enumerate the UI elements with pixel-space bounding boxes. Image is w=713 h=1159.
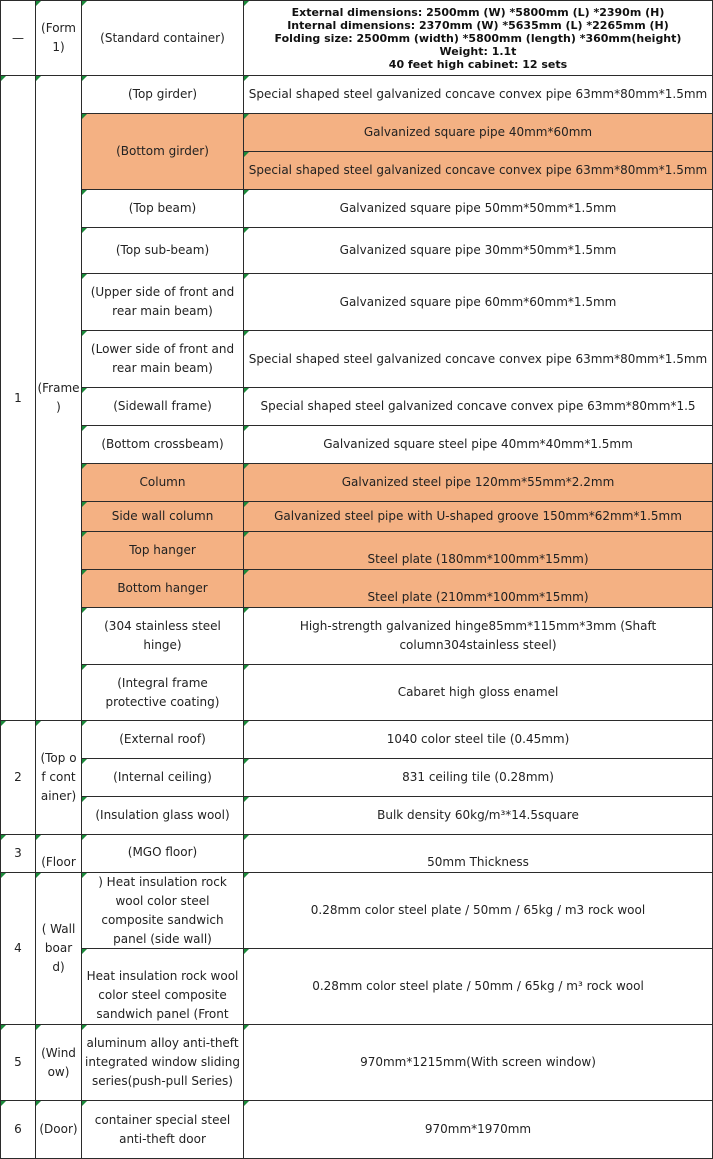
part-protective-coating: (Integral frame protective coating) (82, 665, 244, 721)
spec-top-sub-beam: Galvanized square pipe 30mm*50mm*1.5mm (244, 228, 713, 274)
part-top-sub-beam: (Top sub-beam) (82, 228, 244, 274)
part-mgo-floor: (MGO floor) (82, 835, 244, 873)
spec-lower-main-beam: Special shaped steel galvanized concave convex pipe 63mm*80mm*1.5mm (244, 331, 713, 388)
group-index-floor: 3 (1, 835, 36, 873)
spec-bottom-crossbeam: Galvanized square steel pipe 40mm*40mm*1.5mm (244, 426, 713, 464)
part-top-beam: (Top beam) (82, 190, 244, 228)
group-category-frame: (Frame ) (36, 76, 82, 721)
group-category-floor: (Floor (36, 835, 82, 873)
part-anti-theft-door: container special steel anti-theft door (82, 1101, 244, 1159)
group-index-wallboard: 4 (1, 873, 36, 1025)
group-category-window: (Window) (36, 1025, 82, 1101)
spec-front-rear-panel: 0.28mm color steel plate / 50mm / 65kg / m³ rock wool (244, 949, 713, 1025)
spec-top-beam: Galvanized square pipe 50mm*50mm*1.5mm (244, 190, 713, 228)
header-index: — (1, 1, 36, 76)
spec-side-wall-panel: 0.28mm color steel plate / 50mm / 65kg / m3 rock wool (244, 873, 713, 949)
cabinet-capacity: 40 feet high cabinet: 12 sets (388, 57, 568, 71)
external-dimensions: External dimensions: 2500mm (W) *5800mm (L) *2390m (H) (291, 5, 665, 19)
header-dimensions (244, 1, 713, 76)
part-external-roof: (External roof) (82, 721, 244, 759)
header-form: (Form 1) (36, 1, 82, 76)
spec-side-wall-column: Galvanized steel pipe with U-shaped groove 150mm*62mm*1.5mm (244, 502, 713, 532)
group-index-frame: 1 (1, 76, 36, 721)
part-upper-main-beam: (Upper side of front and rear main beam) (82, 274, 244, 331)
spec-bottom-hanger: Steel plate (210mm*100mm*15mm) (244, 570, 713, 608)
part-bottom-crossbeam: (Bottom crossbeam) (82, 426, 244, 464)
spec-column: Galvanized steel pipe 120mm*55mm*2.2mm (244, 464, 713, 502)
weight: Weight: 1.1t (439, 44, 517, 58)
part-sliding-window: aluminum alloy anti-theft integrated window sliding series(push-pull Series) (82, 1025, 244, 1101)
spec-anti-theft-door: 970mm*1970mm (244, 1101, 713, 1159)
part-sidewall-frame: (Sidewall frame) (82, 388, 244, 426)
group-category-wallboard: ( Wallboard) (36, 873, 82, 1025)
spec-upper-main-beam: Galvanized square pipe 60mm*60mm*1.5mm (244, 274, 713, 331)
internal-dimensions: Internal dimensions: 2370mm (W) *5635mm (L) *2265mm (H) (287, 18, 669, 32)
part-bottom-girder: (Bottom girder) (82, 114, 244, 190)
spec-protective-coating: Cabaret high gloss enamel (244, 665, 713, 721)
part-internal-ceiling: (Internal ceiling) (82, 759, 244, 797)
spec-top-hanger: Steel plate (180mm*100mm*15mm) (244, 532, 713, 570)
part-front-rear-panel: Heat insulation rock wool color steel composite sandwich panel (Front (82, 949, 244, 1025)
group-index-window: 5 (1, 1025, 36, 1101)
spec-external-roof: 1040 color steel tile (0.45mm) (244, 721, 713, 759)
folding-size: Folding size: 2500mm (width) *5800mm (length) *360mm(height) (274, 31, 682, 45)
part-stainless-hinge: (304 stainless steel hinge) (82, 608, 244, 665)
spec-internal-ceiling: 831 ceiling tile (0.28mm) (244, 759, 713, 797)
part-side-wall-panel: ) Heat insulation rock wool color steel composite sandwich panel (side wall) (82, 873, 244, 949)
spec-bottom-girder-shaped-pipe: Special shaped steel galvanized concave convex pipe 63mm*80mm*1.5mm (244, 152, 713, 190)
spec-sliding-window: 970mm*1215mm(With screen window) (244, 1025, 713, 1101)
spec-stainless-hinge: High-strength galvanized hinge85mm*115mm*3mm (Shaft column304stainless steel) (244, 608, 713, 665)
part-top-girder: (Top girder) (82, 76, 244, 114)
part-lower-main-beam: (Lower side of front and rear main beam) (82, 331, 244, 388)
part-side-wall-column: Side wall column (82, 502, 244, 532)
group-category-top: (Top of container) (36, 721, 82, 835)
group-index-door: 6 (1, 1101, 36, 1159)
spec-mgo-floor: 50mm Thickness (244, 835, 713, 873)
spec-sidewall-frame: Special shaped steel galvanized concave convex pipe 63mm*80mm*1.5 (244, 388, 713, 426)
header-type: (Standard container) (82, 1, 244, 76)
spec-insulation-glass-wool: Bulk density 60kg/m³*14.5square (244, 797, 713, 835)
group-category-door: (Door) (36, 1101, 82, 1159)
part-column: Column (82, 464, 244, 502)
part-insulation-glass-wool: (Insulation glass wool) (82, 797, 244, 835)
part-top-hanger: Top hanger (82, 532, 244, 570)
group-index-top: 2 (1, 721, 36, 835)
part-bottom-hanger: Bottom hanger (82, 570, 244, 608)
spec-top-girder: Special shaped steel galvanized concave convex pipe 63mm*80mm*1.5mm (244, 76, 713, 114)
spec-bottom-girder-square-pipe: Galvanized square pipe 40mm*60mm (244, 114, 713, 152)
